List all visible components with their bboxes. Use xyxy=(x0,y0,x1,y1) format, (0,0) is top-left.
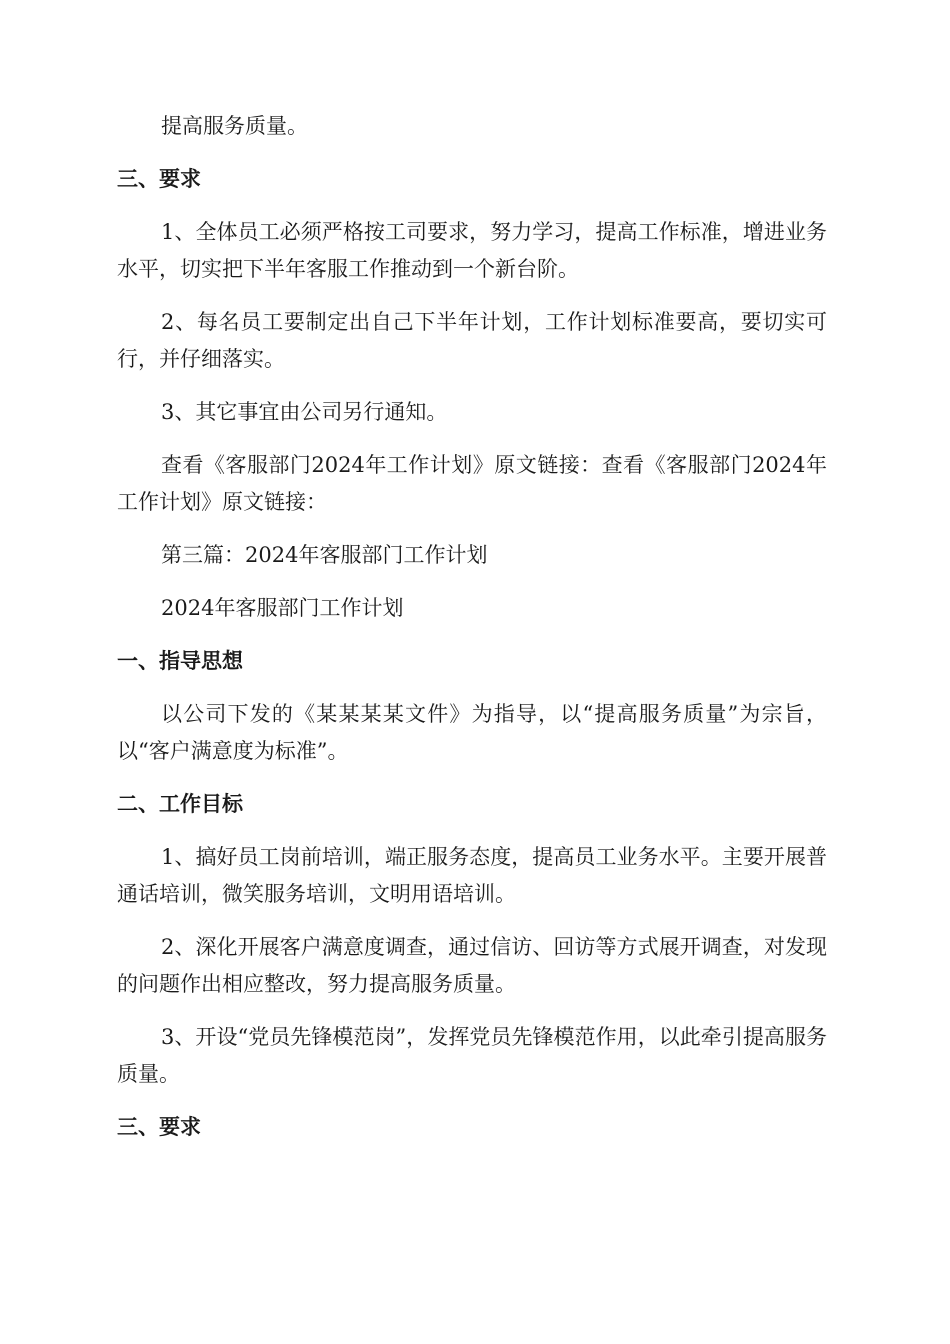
section-heading-requirements-2: 三、要求 xyxy=(117,1115,201,1139)
paragraph-plan-title: 2024年客服部门工作计划 xyxy=(161,596,404,620)
paragraph-requirement-3: 3、其它事宜由公司另行通知。 xyxy=(161,400,448,424)
paragraph-continuation: 提高服务质量。 xyxy=(161,114,308,138)
paragraph-guiding-ideology: 以公司下发的《某某某某文件》为指导，以“提高服务质量”为宗旨，以“客户满意度为标准”。 xyxy=(117,702,827,763)
paragraph-requirement-1: 1、全体员工必须严格按工司要求，努力学习，提高工作标准，增进业务水平，切实把下半年客服工作推动到一个新台阶。 xyxy=(117,220,827,281)
paragraph-original-link: 查看《客服部门2024年工作计划》原文链接：查看《客服部门2024年工作计划》原文链接： xyxy=(117,453,827,514)
paragraph-goal-1: 1、搞好员工岗前培训，端正服务态度，提高员工业务水平。主要开展普通话培训，微笑服务培训，文明用语培训。 xyxy=(117,845,827,906)
paragraph-article-title: 第三篇：2024年客服部门工作计划 xyxy=(161,543,488,567)
section-heading-work-goals: 二、工作目标 xyxy=(117,792,243,816)
paragraph-requirement-2: 2、每名员工要制定出自己下半年计划，工作计划标准要高，要切实可行，并仔细落实。 xyxy=(117,310,827,371)
section-heading-guiding-ideology: 一、指导思想 xyxy=(117,649,243,673)
paragraph-goal-2: 2、深化开展客户满意度调查，通过信访、回访等方式展开调查，对发现的问题作出相应整改，努力提高服务质量。 xyxy=(117,935,827,996)
document-body xyxy=(117,108,827,1162)
section-heading-requirements: 三、要求 xyxy=(117,167,201,191)
paragraph-goal-3: 3、开设“党员先锋模范岗”，发挥党员先锋模范作用，以此牵引提高服务质量。 xyxy=(117,1025,827,1086)
